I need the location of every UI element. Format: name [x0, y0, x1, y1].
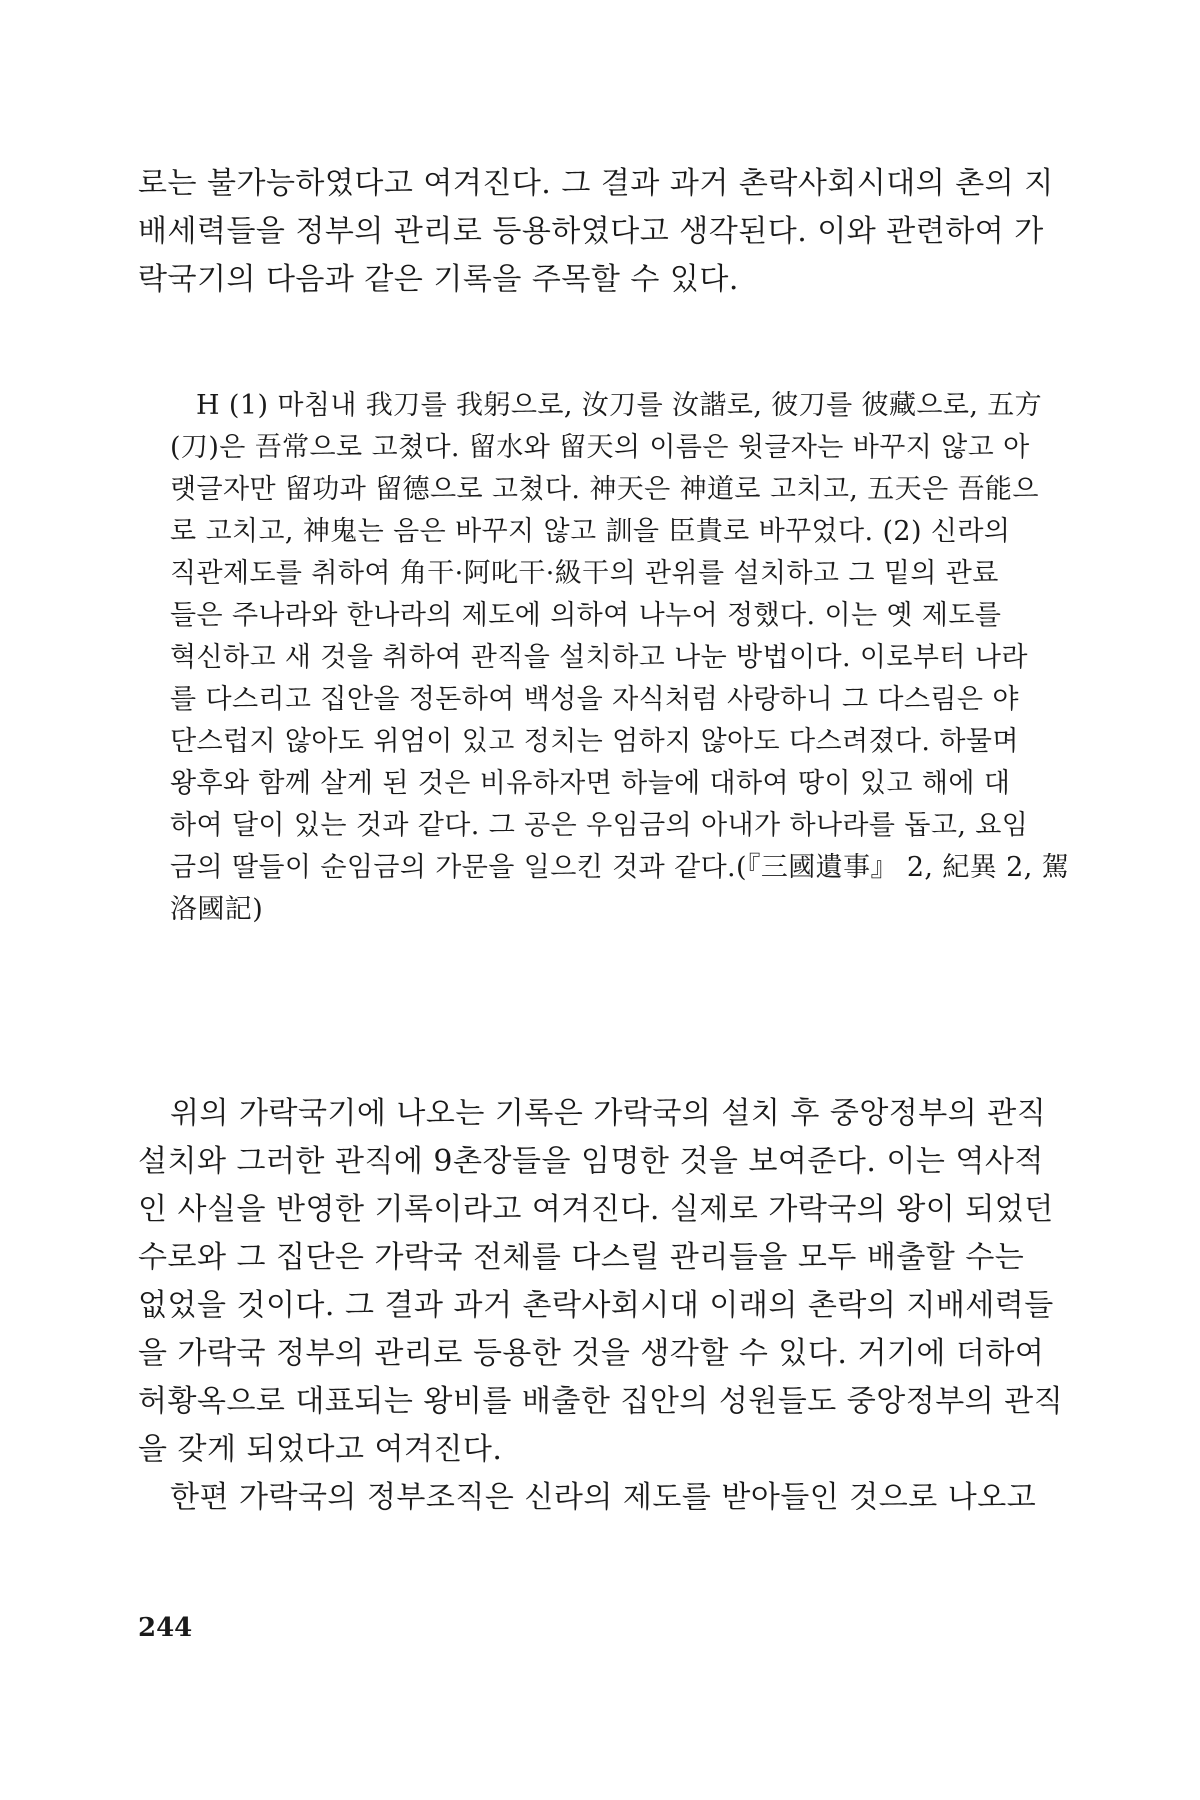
text-line: 락국기의 다음과 같은 기록을 주목할 수 있다. [138, 262, 739, 297]
quote-line: 랫글자만 留功과 留德으로 고쳤다. 神天은 神道로 고치고, 五天은 吾能으 [170, 474, 1039, 505]
text-line: 을 갖게 되었다고 여겨진다. [138, 1432, 503, 1467]
quote-line: 금의 딸들이 순임금의 가문을 일으킨 것과 같다.(『三國遺事』 2, 紀異 2, 駕 [170, 852, 1070, 883]
quote-line: 洛國記) [170, 894, 264, 925]
text-line: 한편 가락국의 정부조직은 신라의 제도를 받아들인 것으로 나오고 [170, 1480, 1037, 1515]
text-line: 로는 불가능하였다고 여겨진다. 그 결과 과거 촌락사회시대의 촌의 지 [138, 166, 1054, 201]
text-line: 인 사실을 반영한 기록이라고 여겨진다. 실제로 가락국의 왕이 되었던 [138, 1192, 1054, 1227]
quote-line: 혁신하고 새 것을 취하여 관직을 설치하고 나눈 방법이다. 이로부터 나라 [170, 642, 1028, 673]
quote-line: 로 고치고, 神鬼는 음은 바꾸지 않고 訓을 臣貴로 바꾸었다. (2) 신라의 [170, 516, 1011, 547]
text-line: 위의 가락국기에 나오는 기록은 가락국의 설치 후 중앙정부의 관직 [170, 1096, 1047, 1131]
text-line: 설치와 그러한 관직에 9촌장들을 임명한 것을 보여준다. 이는 역사적 [138, 1144, 1044, 1179]
quote-line: 직관제도를 취하여 角干·阿叱干·級干의 관위를 설치하고 그 밑의 관료 [170, 558, 999, 589]
page-number: 244 [138, 1613, 193, 1643]
quote-line: (刀)은 吾常으로 고쳤다. 留水와 留天의 이름은 윗글자는 바꾸지 않고 아 [170, 432, 1030, 463]
quote-line: 들은 주나라와 한나라의 제도에 의하여 나누어 정했다. 이는 옛 제도를 [170, 600, 1002, 631]
text-line: 을 가락국 정부의 관리로 등용한 것을 생각할 수 있다. 거기에 더하여 [138, 1336, 1045, 1371]
text-line: 수로와 그 집단은 가락국 전체를 다스릴 관리들을 모두 배출할 수는 [138, 1240, 1025, 1275]
text-line: 배세력들을 정부의 관리로 등용하였다고 생각된다. 이와 관련하여 가 [138, 214, 1044, 249]
text-line: 없었을 것이다. 그 결과 과거 촌락사회시대 이래의 촌락의 지배세력들 [138, 1288, 1054, 1323]
quote-line: 를 다스리고 집안을 정돈하여 백성을 자식처럼 사랑하니 그 다스림은 야 [170, 684, 1019, 715]
quote-line: 하여 달이 있는 것과 같다. 그 공은 우임금의 아내가 하나라를 돕고, 요임 [170, 810, 1029, 841]
quote-line: 단스럽지 않아도 위엄이 있고 정치는 엄하지 않아도 다스려졌다. 하물며 [170, 726, 1019, 757]
quote-line: 왕후와 함께 살게 된 것은 비유하자면 하늘에 대하여 땅이 있고 해에 대 [170, 768, 1011, 799]
quote-line: H (1) 마침내 我刀를 我躬으로, 汝刀를 汝諧로, 彼刀를 彼藏으로, 五方 [196, 390, 1043, 421]
text-line: 허황옥으로 대표되는 왕비를 배출한 집안의 성원들도 중앙정부의 관직 [138, 1384, 1064, 1419]
